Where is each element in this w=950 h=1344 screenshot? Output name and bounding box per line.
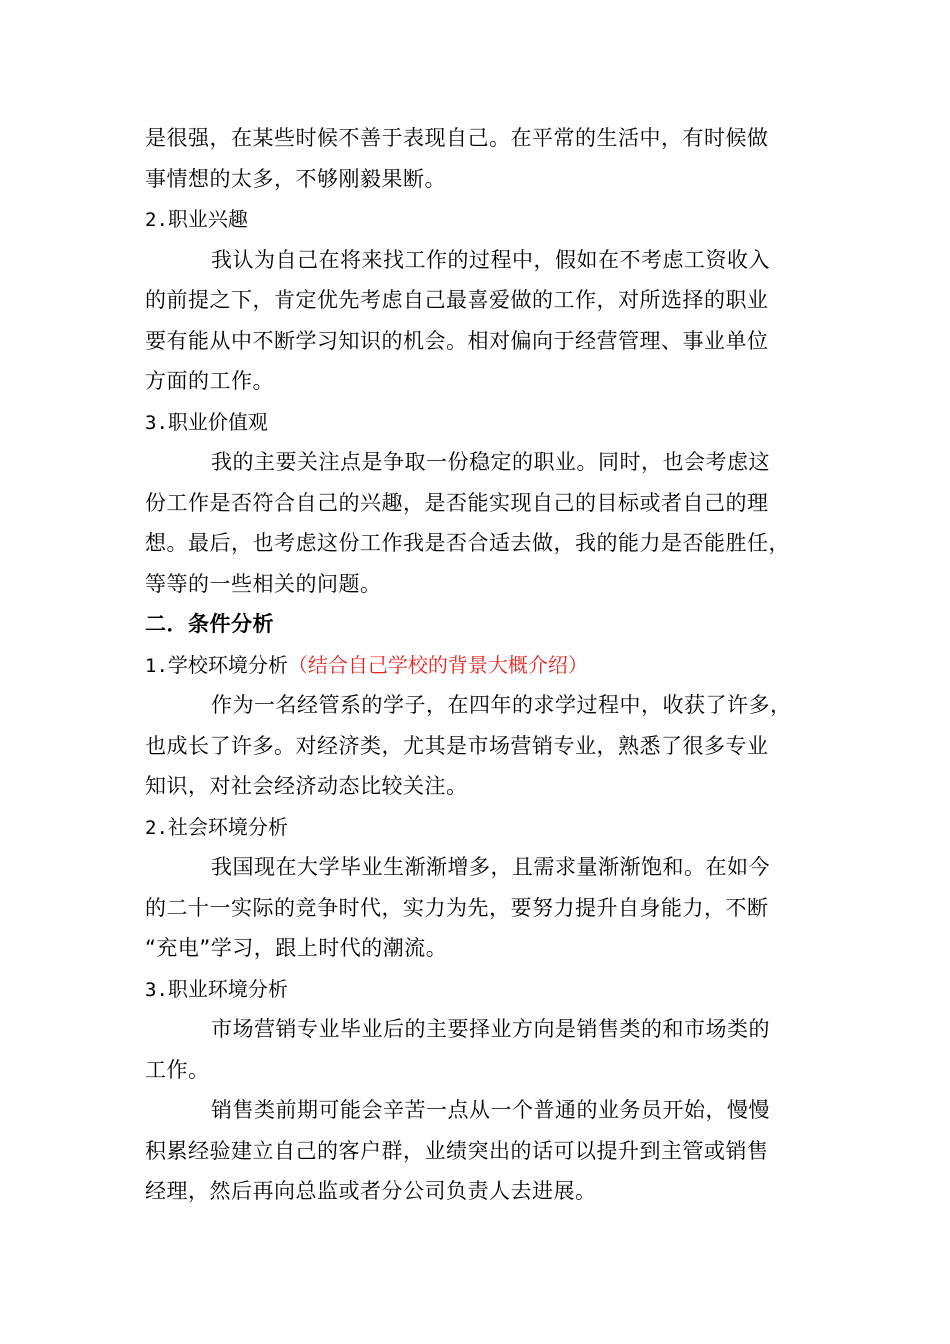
paragraph-line: 份工作是否符合自己的兴趣，是否能实现自己的目标或者自己的理 <box>145 490 769 515</box>
subsection-title: 社会环境分析 <box>167 814 288 839</box>
subsection-title: 职业兴趣 <box>167 207 248 231</box>
paragraph-line: 经理，然后再向总监或者分公司负责人去进展。 <box>145 1179 597 1203</box>
paragraph-line: 要有能从中不断学习知识的机会。相对偏向于经营管理、事业单位 <box>145 328 769 353</box>
paragraph-line: 积累经验建立自己的客户群，业绩突出的话可以提升到主管或销售 <box>145 1138 769 1163</box>
subsection-title: 职业价值观 <box>167 409 268 434</box>
subsection-heading-school-environment <box>145 645 810 686</box>
subsection-number: 2. <box>145 816 168 839</box>
paragraph-line: 销售类前期可能会辛苦一点从一个普通的业务员开始，慢慢 <box>211 1098 770 1122</box>
subsection-heading-career-interest <box>145 199 810 240</box>
subsection-number: 2. <box>145 209 168 231</box>
paragraph-line: 等等的一些相关的问题。 <box>145 571 382 596</box>
paragraph-line: 知识，对社会经济动态比较关注。 <box>145 774 468 798</box>
subsection-heading-career-environment <box>145 969 810 1010</box>
paragraph-line: 我的主要关注点是争取一份稳定的职业。同时，也会考虑这 <box>211 450 770 474</box>
subsection-number: 3. <box>145 978 168 1001</box>
paragraph-line: 的前提之下，肯定优先考虑自己最喜爱做的工作，对所选择的职业 <box>145 288 769 312</box>
subsection-heading-career-values <box>145 402 810 443</box>
paragraph-line: “充电”学习，跟上时代的潮流。 <box>145 936 448 960</box>
document-page <box>145 118 810 1212</box>
paragraph-line: 也成长了许多。对经济类，尤其是市场营销专业，熟悉了很多专业 <box>145 733 769 758</box>
paragraph-line: 是很强，在某些时候不善于表现自己。在平常的生活中，有时候做 <box>145 126 769 150</box>
paragraph-line: 市场营销专业毕业后的主要择业方向是销售类的和市场类的 <box>211 1017 770 1041</box>
subsection-heading-social-environment <box>145 807 810 848</box>
subsection-number: 3. <box>145 411 168 434</box>
section-heading-condition-analysis: 二．条件分析 <box>145 612 274 636</box>
paragraph-line: 想。最后，也考虑这份工作我是否合适去做，我的能力是否能胜任， <box>145 531 790 555</box>
paragraph-line: 我认为自己在将来找工作的过程中，假如在不考虑工资收入 <box>211 247 770 272</box>
paragraph-line: 工作。 <box>145 1057 210 1082</box>
paragraph-line: 的二十一实际的竞争时代，实力为先，要努力提升自身能力，不断 <box>145 895 769 920</box>
paragraph-line: 我国现在大学毕业生渐渐增多，且需求量渐渐饱和。在如今 <box>211 855 770 879</box>
subsection-number: 1. <box>145 654 168 677</box>
subsection-title: 职业环境分析 <box>167 976 288 1001</box>
paragraph-line: 作为一名经管系的学子，在四年的求学过程中，收获了许多， <box>211 693 792 717</box>
paragraph-line: 事情想的太多，不够刚毅果断。 <box>145 166 446 191</box>
paragraph-line: 方面的工作。 <box>145 369 274 393</box>
subsection-title: 学校环境分析 <box>167 652 288 677</box>
subsection-note: （结合自己学校的背景大概介绍） <box>287 652 588 677</box>
